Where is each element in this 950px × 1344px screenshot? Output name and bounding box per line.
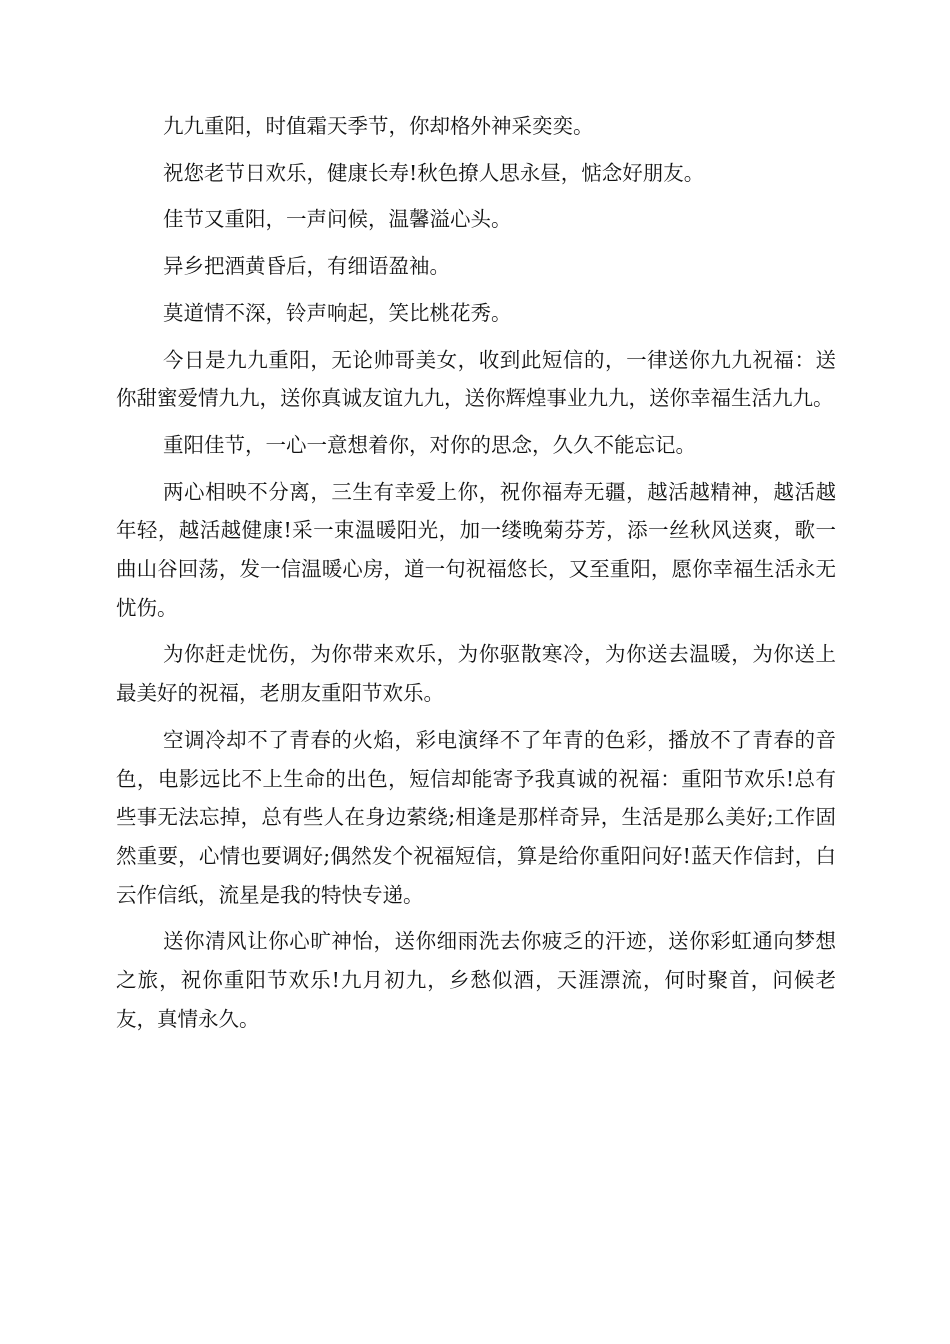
paragraph: 两心相映不分离，三生有幸爱上你，祝你福寿无疆，越活越精神，越活越年轻，越活越健康!采一束温暖阳光，加一缕晚菊芬芳，添一丝秋风送爽，歌一曲山谷回荡，发一信温暖心房，道一句祝福悠长，又至重阳，愿你幸福生活永无忧伤。 xyxy=(116,479,836,620)
paragraph: 祝您老节日欢乐，健康长寿!秋色撩人思永昼，惦念好朋友。 xyxy=(163,160,705,185)
paragraph: 重阳佳节，一心一意想着你，对你的思念，久久不能忘记。 xyxy=(163,432,696,457)
paragraph: 佳节又重阳，一声问候，温馨溢心头。 xyxy=(163,207,512,232)
document-body xyxy=(116,107,836,1046)
paragraph: 异乡把酒黄昏后，有细语盈袖。 xyxy=(163,254,450,279)
paragraph: 为你赶走忧伤，为你带来欢乐，为你驱散寒冷，为你送去温暖，为你送上最美好的祝福，老朋友重阳节欢乐。 xyxy=(116,642,836,706)
paragraph: 九九重阳，时值霜天季节，你却格外神采奕奕。 xyxy=(163,114,594,138)
paragraph: 莫道情不深，铃声响起，笑比桃花秀。 xyxy=(163,300,512,325)
paragraph: 今日是九九重阳，无论帅哥美女，收到此短信的，一律送你九九祝福：送你甜蜜爱情九九，送你真诚友谊九九，送你辉煌事业九九，送你幸福生活九九。 xyxy=(116,347,836,411)
paragraph: 送你清风让你心旷神怡，送你细雨洗去你疲乏的汗迹，送你彩虹通向梦想之旅，祝你重阳节欢乐!九月初九，乡愁似酒，天涯漂流，何时聚首，问候老友，真情永久。 xyxy=(116,929,836,1031)
paragraph: 空调冷却不了青春的火焰，彩电演绎不了年青的色彩，播放不了青春的音色，电影远比不上生命的出色，短信却能寄予我真诚的祝福：重阳节欢乐!总有些事无法忘掉，总有些人在身边萦绕;相逢是那样奇异，生活是那么美好;工作固然重要，心情也要调好;偶然发个祝福短信，算是给你重阳问好!蓝天作信封，白云作信纸，流星是我的特快专递。 xyxy=(116,727,836,907)
